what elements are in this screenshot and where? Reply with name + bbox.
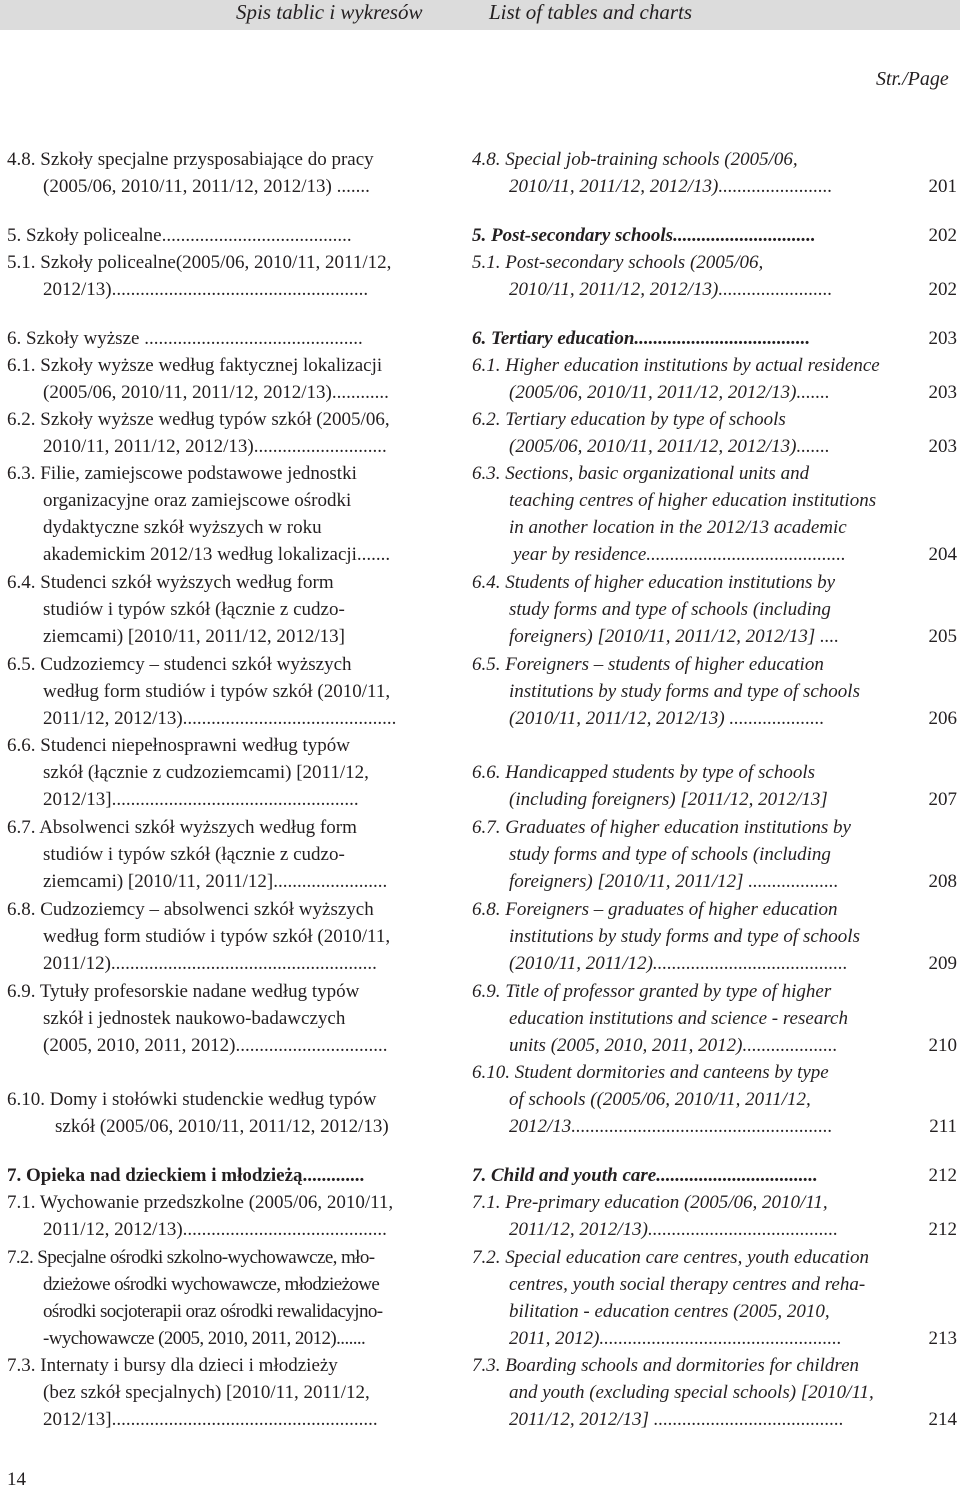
page-number: 212 (928, 1165, 957, 1186)
toc-line: 6.6. Studenci niepełnosprawni według typów (7, 735, 351, 756)
toc-line: 6.10. Student dormitories and canteens by type (472, 1062, 829, 1083)
toc-line: 6.7. Absolwenci szkół wyższych według form (7, 817, 357, 838)
toc-line: 2010/11, 2011/12, 2012/13)........................ (509, 279, 833, 300)
toc-line: 6.10. Domy i stołówki studenckie według typów (7, 1089, 377, 1110)
toc-line: 2012/13)...................................................... (43, 279, 369, 300)
page-number: 210 (928, 1035, 957, 1056)
toc-line: 7. Child and youth care.................................. (472, 1165, 818, 1186)
toc-line: (bez szkół specjalnych) [2010/11, 2011/12, (43, 1382, 370, 1403)
toc-line: 2011/12, 2012/13)........................................ (509, 1219, 838, 1240)
toc-line: 2011/12)........................................................ (43, 953, 377, 974)
toc-line: 6.2. Tertiary education by type of schools (472, 409, 786, 430)
page-number: 204 (928, 544, 957, 565)
toc-line: (including foreigners) [2011/12, 2012/13] (509, 789, 828, 810)
toc-line: 2011/12, 2012/13] ........................................ (509, 1409, 844, 1430)
toc-line: szkół (2005/06, 2010/11, 2011/12, 2012/13) (55, 1116, 389, 1137)
toc-line: year by residence.......................................... (513, 544, 846, 565)
toc-line: foreigners) [2010/11, 2011/12, 2012/13] .... (509, 626, 840, 647)
toc-line: 4.8. Szkoły specjalne przysposabiające do pracy (7, 149, 374, 170)
toc-line: 6.3. Filie, zamiejscowe podstawowe jednostki (7, 463, 357, 484)
toc-line: institutions by study forms and type of schools (509, 926, 860, 947)
toc-line: 6.8. Foreigners – graduates of higher education (472, 899, 838, 920)
toc-line: (2005/06, 2010/11, 2011/12, 2012/13)....... (509, 436, 830, 457)
toc-line: study forms and type of schools (including (509, 599, 831, 620)
page-number: 212 (928, 1219, 957, 1240)
toc-line: 6.5. Cudzoziemcy – studenci szkół wyższych (7, 654, 352, 675)
toc-line: 6.9. Tytuły profesorskie nadane według typów (7, 981, 360, 1002)
toc-line: 6.1. Szkoły wyższe według faktycznej lokalizacji (7, 355, 383, 376)
toc-line: 5.1. Szkoły policealne(2005/06, 2010/11, 2011/12, (7, 252, 392, 273)
str-page-label: Str./Page (876, 68, 949, 90)
page-number: 203 (928, 328, 957, 349)
toc-line: 6. Szkoły wyższe .............................................. (7, 328, 363, 349)
toc-line: 2012/13].................................................... (43, 789, 359, 810)
page-number: 214 (928, 1409, 957, 1430)
toc-line: 2010/11, 2011/12, 2012/13)............................ (43, 436, 387, 457)
toc-line: 6.4. Studenci szkół wyższych według form (7, 572, 334, 593)
page-number: 203 (928, 436, 957, 457)
toc-line: 6.9. Title of professor granted by type of higher (472, 981, 832, 1002)
page-footer-number: 14 (7, 1469, 26, 1490)
page-number: 202 (928, 225, 957, 246)
toc-line: studiów i typów szkół (łącznie z cudzo- (43, 599, 345, 620)
toc-line: and youth (excluding special schools) [2010/11, (509, 1382, 874, 1403)
page-number: 206 (928, 708, 957, 729)
toc-line: study forms and type of schools (including (509, 844, 831, 865)
page-number: 213 (928, 1328, 957, 1349)
toc-line: of schools ((2005/06, 2010/11, 2011/12, (509, 1089, 811, 1110)
toc-line: 7.1. Pre-primary education (2005/06, 2010/11, (472, 1192, 828, 1213)
toc-line: organizacyjne oraz zamiejscowe ośrodki (43, 490, 352, 511)
toc-line: 6.4. Students of higher education institutions by (472, 572, 836, 593)
toc-line: dydaktyczne szkół wyższych w roku (43, 517, 322, 538)
toc-line: studiów i typów szkół (łącznie z cudzo- (43, 844, 345, 865)
toc-line: 6. Tertiary education..................................... (472, 328, 811, 349)
toc-line: education institutions and science - research (509, 1008, 848, 1029)
toc-line: in another location in the 2012/13 academic (509, 517, 847, 538)
toc-line: (2010/11, 2011/12)......................................... (509, 953, 848, 974)
page-header (0, 0, 960, 30)
toc-line: 5. Post-secondary schools.............................. (472, 225, 816, 246)
toc-line: dzieżowe ośrodki wychowawcze, młodzieżowe (43, 1274, 380, 1295)
toc-line: według form studiów i typów szkół (2010/11, (43, 681, 391, 702)
toc-line: 7.1. Wychowanie przedszkolne (2005/06, 2010/11, (7, 1192, 394, 1213)
toc-line: institutions by study forms and type of schools (509, 681, 860, 702)
toc-line: (2005/06, 2010/11, 2011/12, 2012/13) ....... (43, 176, 370, 197)
toc-line: (2005/06, 2010/11, 2011/12, 2012/13)............ (43, 382, 389, 403)
toc-line: 2011, 2012)................................................... (509, 1328, 842, 1349)
toc-line: 6.6. Handicapped students by type of schools (472, 762, 816, 783)
toc-line: 2011/12, 2012/13)........................................... (43, 1219, 387, 1240)
page-number: 207 (928, 789, 957, 810)
toc-line: (2005/06, 2010/11, 2011/12, 2012/13)....... (509, 382, 830, 403)
toc-line: (2005, 2010, 2011, 2012)................................ (43, 1035, 388, 1056)
page-number: 208 (928, 871, 957, 892)
toc-line: foreigners) [2010/11, 2011/12] ................... (509, 871, 839, 892)
page-number: 201 (928, 176, 957, 197)
toc-line: ziemcami) [2010/11, 2011/12]........................ (43, 871, 388, 892)
toc-line: 2012/13....................................................... (509, 1116, 833, 1137)
page-number: 205 (928, 626, 957, 647)
toc-line: 2012/13]........................................................ (43, 1409, 378, 1430)
toc-line: 6.2. Szkoły wyższe według typów szkół (2005/06, (7, 409, 390, 430)
toc-line: centres, youth social therapy centres and reha- (509, 1274, 866, 1295)
toc-line: 6.7. Graduates of higher education institutions by (472, 817, 851, 838)
toc-line: 5. Szkoły policealne........................................ (7, 225, 352, 246)
toc-line: 7.3. Internaty i bursy dla dzieci i młodzieży (7, 1355, 338, 1376)
toc-line: szkół i jednostek naukowo-badawczych (43, 1008, 346, 1029)
page-number: 202 (928, 279, 957, 300)
toc-line: bilitation - education centres (2005, 2010, (509, 1301, 830, 1322)
page-number: 211 (929, 1116, 957, 1137)
toc-line: 5.1. Post-secondary schools (2005/06, (472, 252, 764, 273)
toc-line: 4.8. Special job-training schools (2005/06, (472, 149, 798, 170)
toc-line: 7. Opieka nad dzieckiem i młodzieżą............. (7, 1165, 365, 1186)
toc-line: (2010/11, 2011/12, 2012/13) .................... (509, 708, 825, 729)
toc-line: 7.2. Special education care centres, youth education (472, 1247, 869, 1268)
toc-line: -wychowawcze (2005, 2010, 2011, 2012)....... (43, 1328, 366, 1349)
toc-line: teaching centres of higher education institutions (509, 490, 877, 511)
toc-line: akademickim 2012/13 według lokalizacji....... (43, 544, 391, 565)
toc-line: ziemcami) [2010/11, 2011/12, 2012/13] (43, 626, 346, 647)
toc-line: 6.1. Higher education institutions by actual residence (472, 355, 880, 376)
toc-line: 7.2. Specjalne ośrodki szkolno-wychowawcze, mło- (7, 1247, 375, 1268)
toc-line: szkół (łącznie z cudzoziemcami) [2011/12, (43, 762, 369, 783)
toc-line: units (2005, 2010, 2011, 2012).................... (509, 1035, 838, 1056)
toc-line: 2010/11, 2011/12, 2012/13)........................ (509, 176, 833, 197)
toc-line: 6.5. Foreigners – students of higher education (472, 654, 824, 675)
page-number: 203 (928, 382, 957, 403)
toc-line: 7.3. Boarding schools and dormitories for children (472, 1355, 860, 1376)
header-title-en: List of tables and charts (489, 0, 693, 24)
toc-line: 6.3. Sections, basic organizational units and (472, 463, 810, 484)
toc-line: ośrodki socjoterapii oraz ośrodki rewalidacyjno- (43, 1301, 383, 1322)
toc-line: 6.8. Cudzoziemcy – absolwenci szkół wyższych (7, 899, 374, 920)
toc-line: 2011/12, 2012/13)............................................. (43, 708, 397, 729)
page-number: 209 (928, 953, 957, 974)
toc-line: według form studiów i typów szkół (2010/11, (43, 926, 391, 947)
header-title-pl: Spis tablic i wykresów (236, 0, 423, 24)
